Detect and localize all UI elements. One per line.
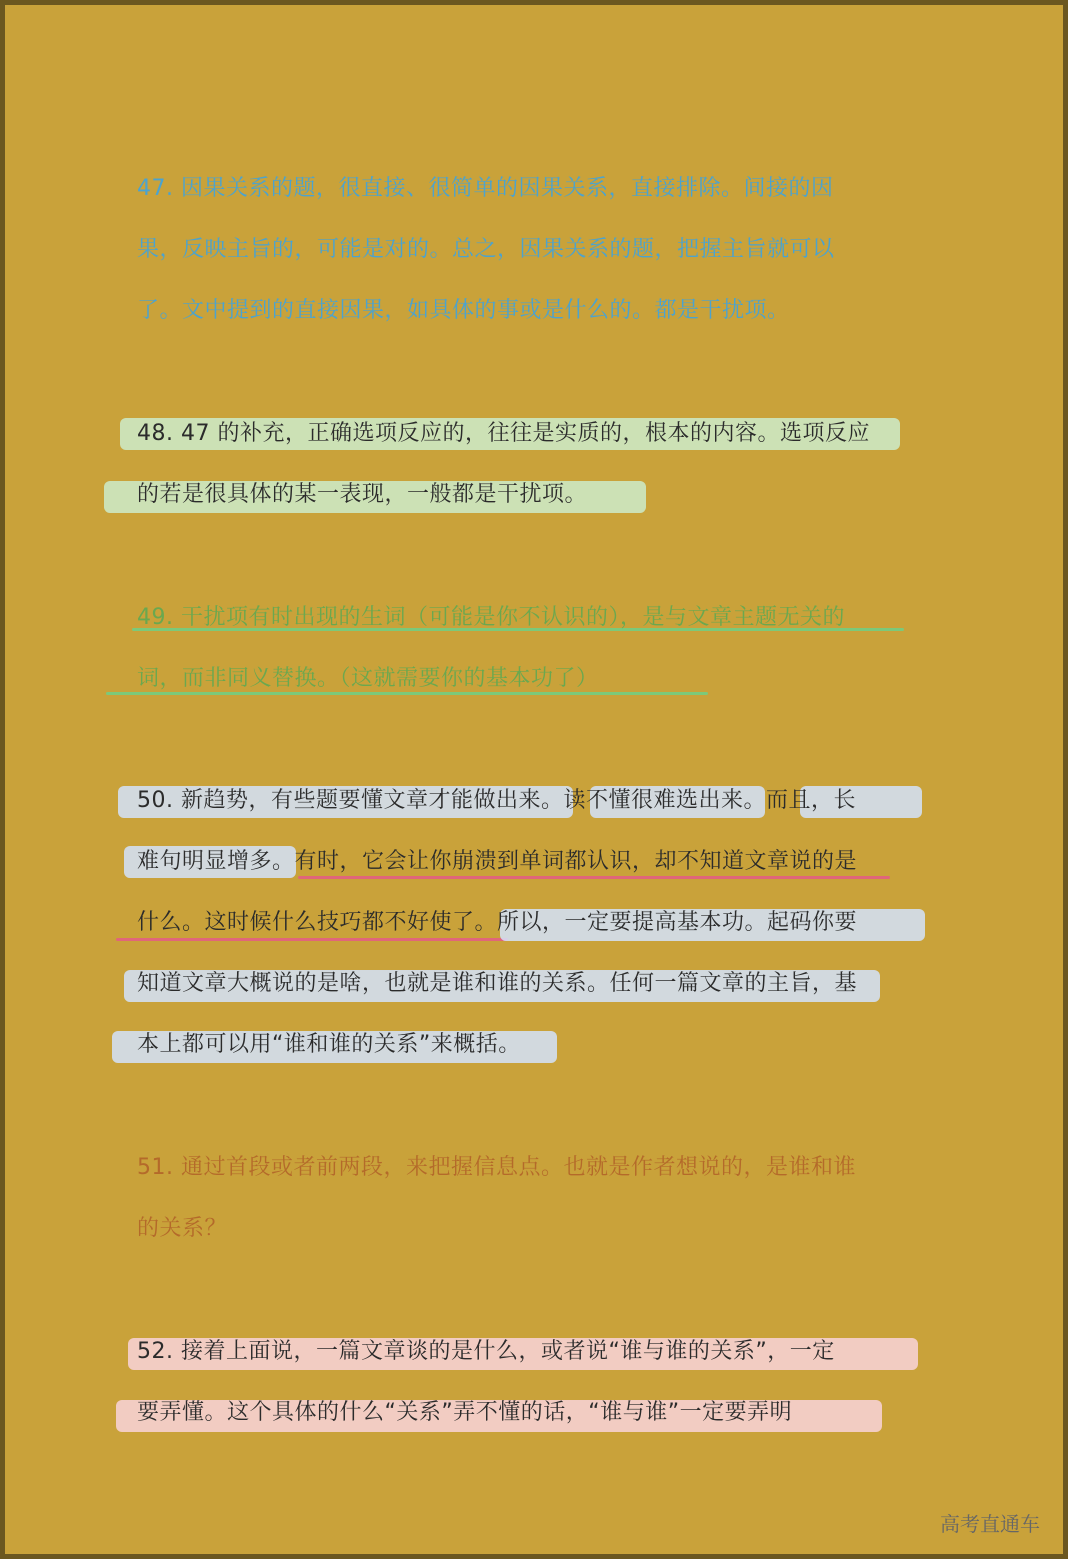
item-48-line-2: 的若是很具体的某一表现，一般都是干扰项。 [137, 482, 588, 507]
item-49-line-2: 词，而非同义替换。（这就需要你的基本功了） [137, 666, 599, 691]
item-51-line-1: 51. 通过首段或者前两段，来把握信息点。也就是作者想说的，是谁和谁 [137, 1155, 856, 1180]
watermark: 高考直通车 [940, 1512, 1040, 1536]
item-47-line-3: 了。文中提到的直接因果，如具体的事或是什么的。都是干扰项。 [137, 298, 790, 323]
item-52-line-1: 52. 接着上面说，一篇文章谈的是什么，或者说“谁与谁的关系”，一定 [137, 1339, 835, 1364]
item-50-line-4: 知道文章大概说的是啥，也就是谁和谁的关系。任何一篇文章的主旨，基 [137, 971, 858, 996]
item-50-line-3: 什么。这时候什么技巧都不好使了。所以，一定要提高基本功。起码你要 [137, 910, 858, 935]
underline-50-red-2 [116, 938, 508, 941]
item-48-line-1: 48. 47 的补充，正确选项反应的，往往是实质的，根本的内容。选项反应 [137, 421, 870, 446]
item-50-line-1: 50. 新趋势，有些题要懂文章才能做出来。读不懂很难选出来。而且，长 [137, 788, 856, 813]
item-51-line-2: 的关系？ [137, 1216, 228, 1241]
item-49-line-1: 49. 干扰项有时出现的生词（可能是你不认识的），是与文章主题无关的 [137, 605, 845, 630]
item-52-line-2: 要弄懂。这个具体的什么“关系”弄不懂的话，“谁与谁”一定要弄明 [137, 1400, 793, 1425]
item-47-line-2: 果，反映主旨的，可能是对的。总之，因果关系的题，把握主旨就可以 [137, 237, 835, 262]
item-50-line-5: 本上都可以用“谁和谁的关系”来概括。 [137, 1032, 521, 1057]
item-47-line-1: 47. 因果关系的题，很直接、很简单的因果关系，直接排除。间接的因 [137, 176, 834, 201]
item-50-line-2: 难句明显增多。有时，它会让你崩溃到单词都认识，却不知道文章说的是 [137, 849, 858, 874]
